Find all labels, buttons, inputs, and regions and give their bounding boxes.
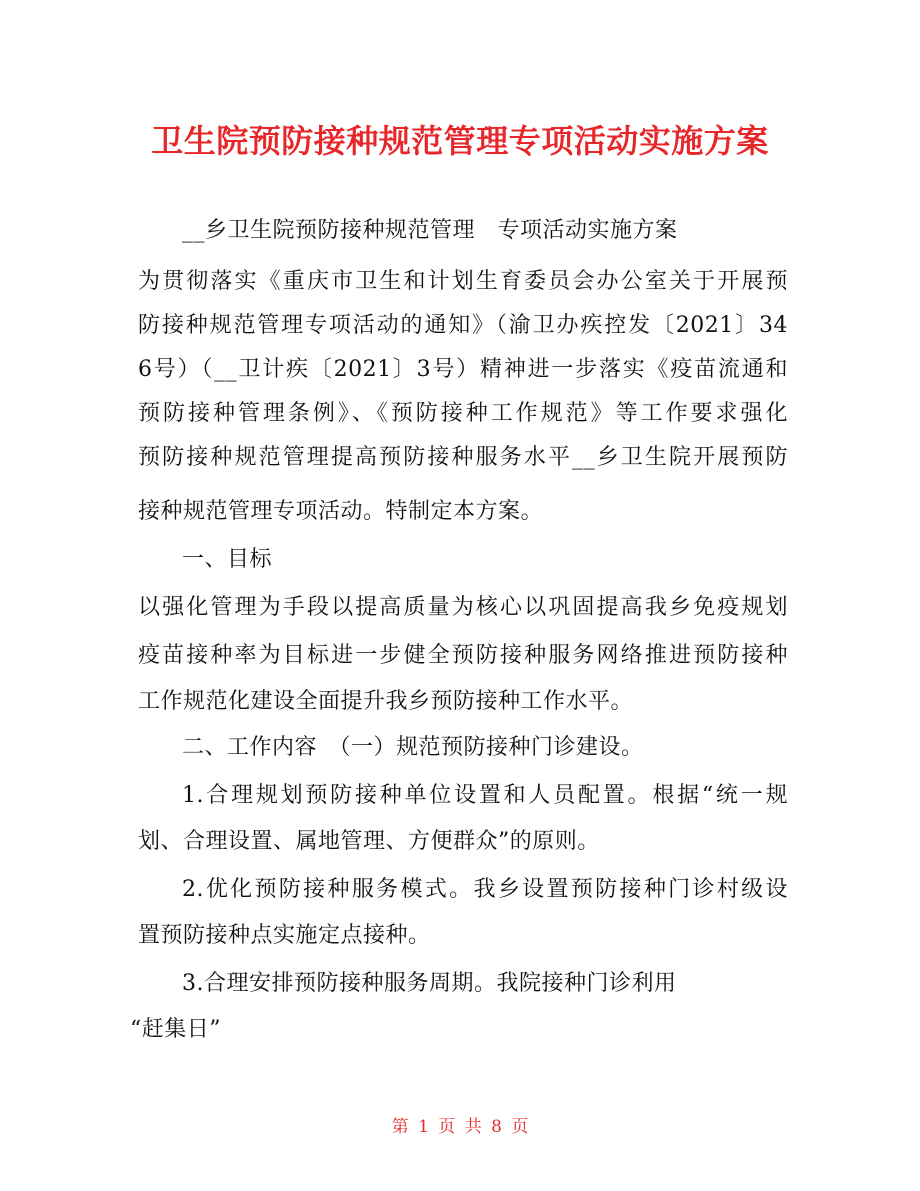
paragraph-line: 预防接种规范管理提高预防接种服务水平__乡卫生院开展预防 xyxy=(138,445,788,470)
paragraph-line: 疫苗接种率为目标进一步健全预防接种服务网络推进预防接种 xyxy=(138,643,788,668)
paragraph-line: 置预防接种点实施定点接种。 xyxy=(138,923,431,948)
section-heading-work: 二、工作内容 （一）规范预防接种门诊建设。 xyxy=(182,735,644,760)
paragraph-line: 3.合理安排预防接种服务周期。我院接种门诊利用 xyxy=(182,971,677,996)
paragraph-line: 防接种规范管理专项活动的通知》（渝卫办疾控发〔2021〕34 xyxy=(138,313,788,338)
paragraph-line: 以强化管理为手段以提高质量为核心以巩固提高我乡免疫规划 xyxy=(138,595,788,620)
section-heading-goals: 一、目标 xyxy=(182,547,273,572)
paragraph-line: “赶集日” xyxy=(130,1017,221,1042)
document-subtitle: __乡卫生院预防接种规范管理 专项活动实施方案 xyxy=(182,218,678,243)
paragraph-line: 接种规范管理专项活动。特制定本方案。 xyxy=(138,499,544,524)
document-title: 卫生院预防接种规范管理专项活动实施方案 xyxy=(151,122,769,160)
paragraph-line: 1.合理规划预防接种单位设置和人员配置。根据“统一规 xyxy=(182,783,788,808)
page-footer: 第 1 页 共 8 页 xyxy=(391,1117,529,1137)
paragraph-line: 2.优化预防接种服务模式。我乡设置预防接种门诊村级设 xyxy=(182,877,788,902)
paragraph-line: 预防接种管理条例》、《预防接种工作规范》等工作要求强化 xyxy=(138,401,788,426)
paragraph-line: 工作规范化建设全面提升我乡预防接种工作水平。 xyxy=(138,689,634,714)
paragraph-line: 6号）（__卫计疾〔2021〕3号）精神进一步落实《疫苗流通和 xyxy=(138,357,788,382)
paragraph-line: 为贯彻落实《重庆市卫生和计划生育委员会办公室关于开展预 xyxy=(138,269,788,294)
paragraph-line: 划、合理设置、属地管理、方便群众”的原则。 xyxy=(138,829,600,854)
